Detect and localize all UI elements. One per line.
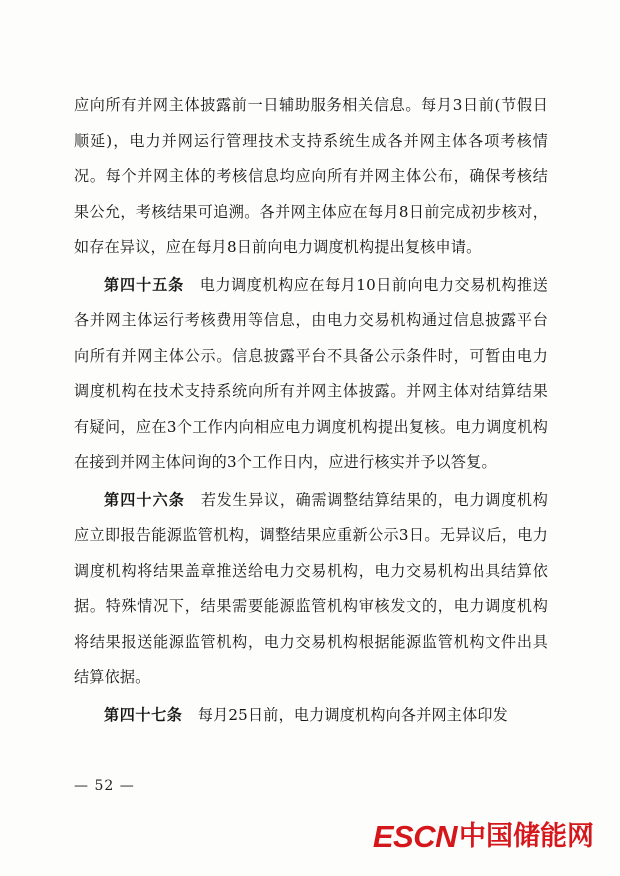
article-label: 第四十六条: [104, 490, 186, 509]
paragraph-text: 每月25日前，电力调度机构向各并网主体印发: [197, 705, 508, 724]
page-number: — 52 —: [74, 778, 135, 794]
paragraph-text: 若发生异议，确需调整结算结果的，电力调度机构应立即报告能源监管机构，调整结果应重新公示3日。无异议后，电力调度机构将结果盖章推送给电力交易机构，电力交易机构出具结算依据。特殊情况下，结果需要能源监管机构审核发文的，电力调度机构将结果报送能源监管机构，电力交易机构根据能源监管机构文件出具结算依据。: [74, 490, 548, 686]
paragraph: [74, 88, 548, 266]
paragraph: [74, 268, 548, 481]
watermark-brand-latin: ESCN: [372, 819, 457, 854]
paragraph: [74, 483, 548, 696]
article-label: 第四十七条: [104, 705, 183, 724]
watermark-brand-cjk: 中国储能网: [459, 821, 594, 852]
paragraph-text: 电力调度机构应在每月10日前向电力交易机构推送各并网主体运行考核费用等信息，由电力交易机构通过信息披露平台向所有并网主体公示。信息披露平台不具备公示条件时，可暂由电力调度机构在技术支持系统向所有并网主体披露。并网主体对结算结果有疑问，应在3个工作内向相应电力调度机构提出复核。电力调度机构在接到并网主体问询的3个工作日内，应进行核实并予以答复。: [74, 275, 548, 471]
article-label: 第四十五条: [104, 275, 185, 294]
document-body: [74, 88, 548, 735]
watermark-logo: [373, 821, 594, 852]
paragraph-text: 应向所有并网主体披露前一日辅助服务相关信息。每月3日前(节假日顺延)，电力并网运行管理技术支持系统生成各并网主体各项考核情况。每个并网主体的考核信息均应向所有并网主体公布，确保考核结果公允，考核结果可追溯。各并网主体应在每月8日前完成初步核对，如存在异议，应在每月8日前向电力调度机构提出复核申请。: [74, 96, 548, 256]
paragraph: [74, 698, 548, 734]
